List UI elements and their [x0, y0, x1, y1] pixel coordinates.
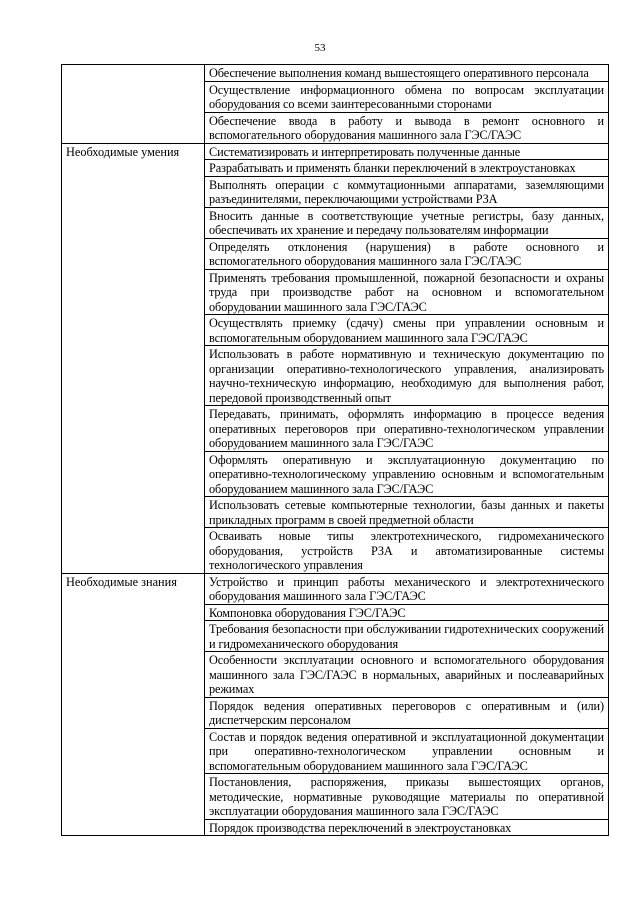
requirement-cell: Оформлять оперативную и эксплуатационную документацию по оперативно-технологическому управлению основным и вспомогательным оборудованием машинного зала ГЭС/ГАЭС: [205, 451, 609, 497]
requirement-cell: Порядок ведения оперативных переговоров с оперативным и (или) диспетчерским персоналом: [205, 697, 609, 728]
requirement-cell: Выполнять операции с коммутационными аппаратами, заземляющими разъединителями, переключающими устройствами РЗА: [205, 176, 609, 207]
requirement-cell: Осуществлять приемку (сдачу) смены при управлении основным и вспомогательным оборудованием машинного зала ГЭС/ГАЭС: [205, 315, 609, 346]
requirement-cell: Применять требования промышленной, пожарной безопасности и охраны труда при производстве работ на основном и вспомогательном оборудовании машинного зала ГЭС/ГАЭС: [205, 269, 609, 315]
table-row: [62, 65, 609, 82]
requirement-cell: Обеспечение выполнения команд вышестоящего оперативного персонала: [205, 65, 609, 82]
table-row: [62, 573, 609, 604]
requirement-cell: Устройство и принцип работы механического и электротехнического оборудования машинного зала ГЭС/ГАЭС: [205, 573, 609, 604]
table-row: [62, 143, 609, 160]
requirement-cell: Осуществление информационного обмена по вопросам эксплуатации оборудования со всеми заинтересованными сторонами: [205, 81, 609, 112]
requirement-cell: Использовать сетевые компьютерные технологии, базы данных и пакеты прикладных программ в своей предметной области: [205, 497, 609, 528]
requirement-cell: Особенности эксплуатации основного и вспомогательного оборудования машинного зала ГЭС/ГАЭС в нормальных, аварийных и послеаварийных режимах: [205, 652, 609, 698]
requirement-cell: Требования безопасности при обслуживании гидротехнических сооружений и гидромеханического оборудования: [205, 621, 609, 652]
requirement-cell: Разрабатывать и применять бланки переключений в электроустановках: [205, 160, 609, 177]
requirement-cell: Вносить данные в соответствующие учетные регистры, базу данных, обеспечивать их хранение и передачу пользователям информации: [205, 207, 609, 238]
requirement-cell: Состав и порядок ведения оперативной и эксплуатационной документации при оперативно-технологическом управлении основным и вспомогательным оборудованием машинного зала ГЭС/ГАЭС: [205, 728, 609, 774]
requirement-cell: Обеспечение ввода в работу и вывода в ремонт основного и вспомогательного оборудования машинного зала ГЭС/ГАЭС: [205, 112, 609, 143]
requirement-cell: Компоновка оборудования ГЭС/ГАЭС: [205, 604, 609, 621]
requirement-cell: Систематизировать и интерпретировать полученные данные: [205, 143, 609, 160]
requirement-cell: Постановления, распоряжения, приказы вышестоящих органов, методические, нормативные руководящие материалы по оперативной эксплуатации оборудования машинного зала ГЭС/ГАЭС: [205, 774, 609, 820]
requirement-cell: Передавать, принимать, оформлять информацию в процессе ведения оперативных переговоров при оперативно-технологическом управлении оборудованием машинного зала ГЭС/ГАЭС: [205, 406, 609, 452]
section-label: Необходимые знания: [62, 573, 205, 836]
requirement-cell: Осваивать новые типы электротехнического, гидромеханического оборудования, устройств РЗА и автоматизированные системы технологического управления: [205, 528, 609, 574]
section-label: [62, 65, 205, 144]
requirement-cell: Использовать в работе нормативную и техническую документацию по организации оперативно-технологического управления, анализировать научно-техническую информацию, необходимую для выполнения работ, передовой производственный опыт: [205, 346, 609, 406]
requirement-cell: Порядок производства переключений в электроустановках: [205, 819, 609, 836]
requirement-cell: Определять отклонения (нарушения) в работе основного и вспомогательного оборудования машинного зала ГЭС/ГАЭС: [205, 238, 609, 269]
section-label: Необходимые умения: [62, 143, 205, 573]
competency-table: [61, 64, 609, 836]
page-number: 53: [314, 42, 326, 54]
